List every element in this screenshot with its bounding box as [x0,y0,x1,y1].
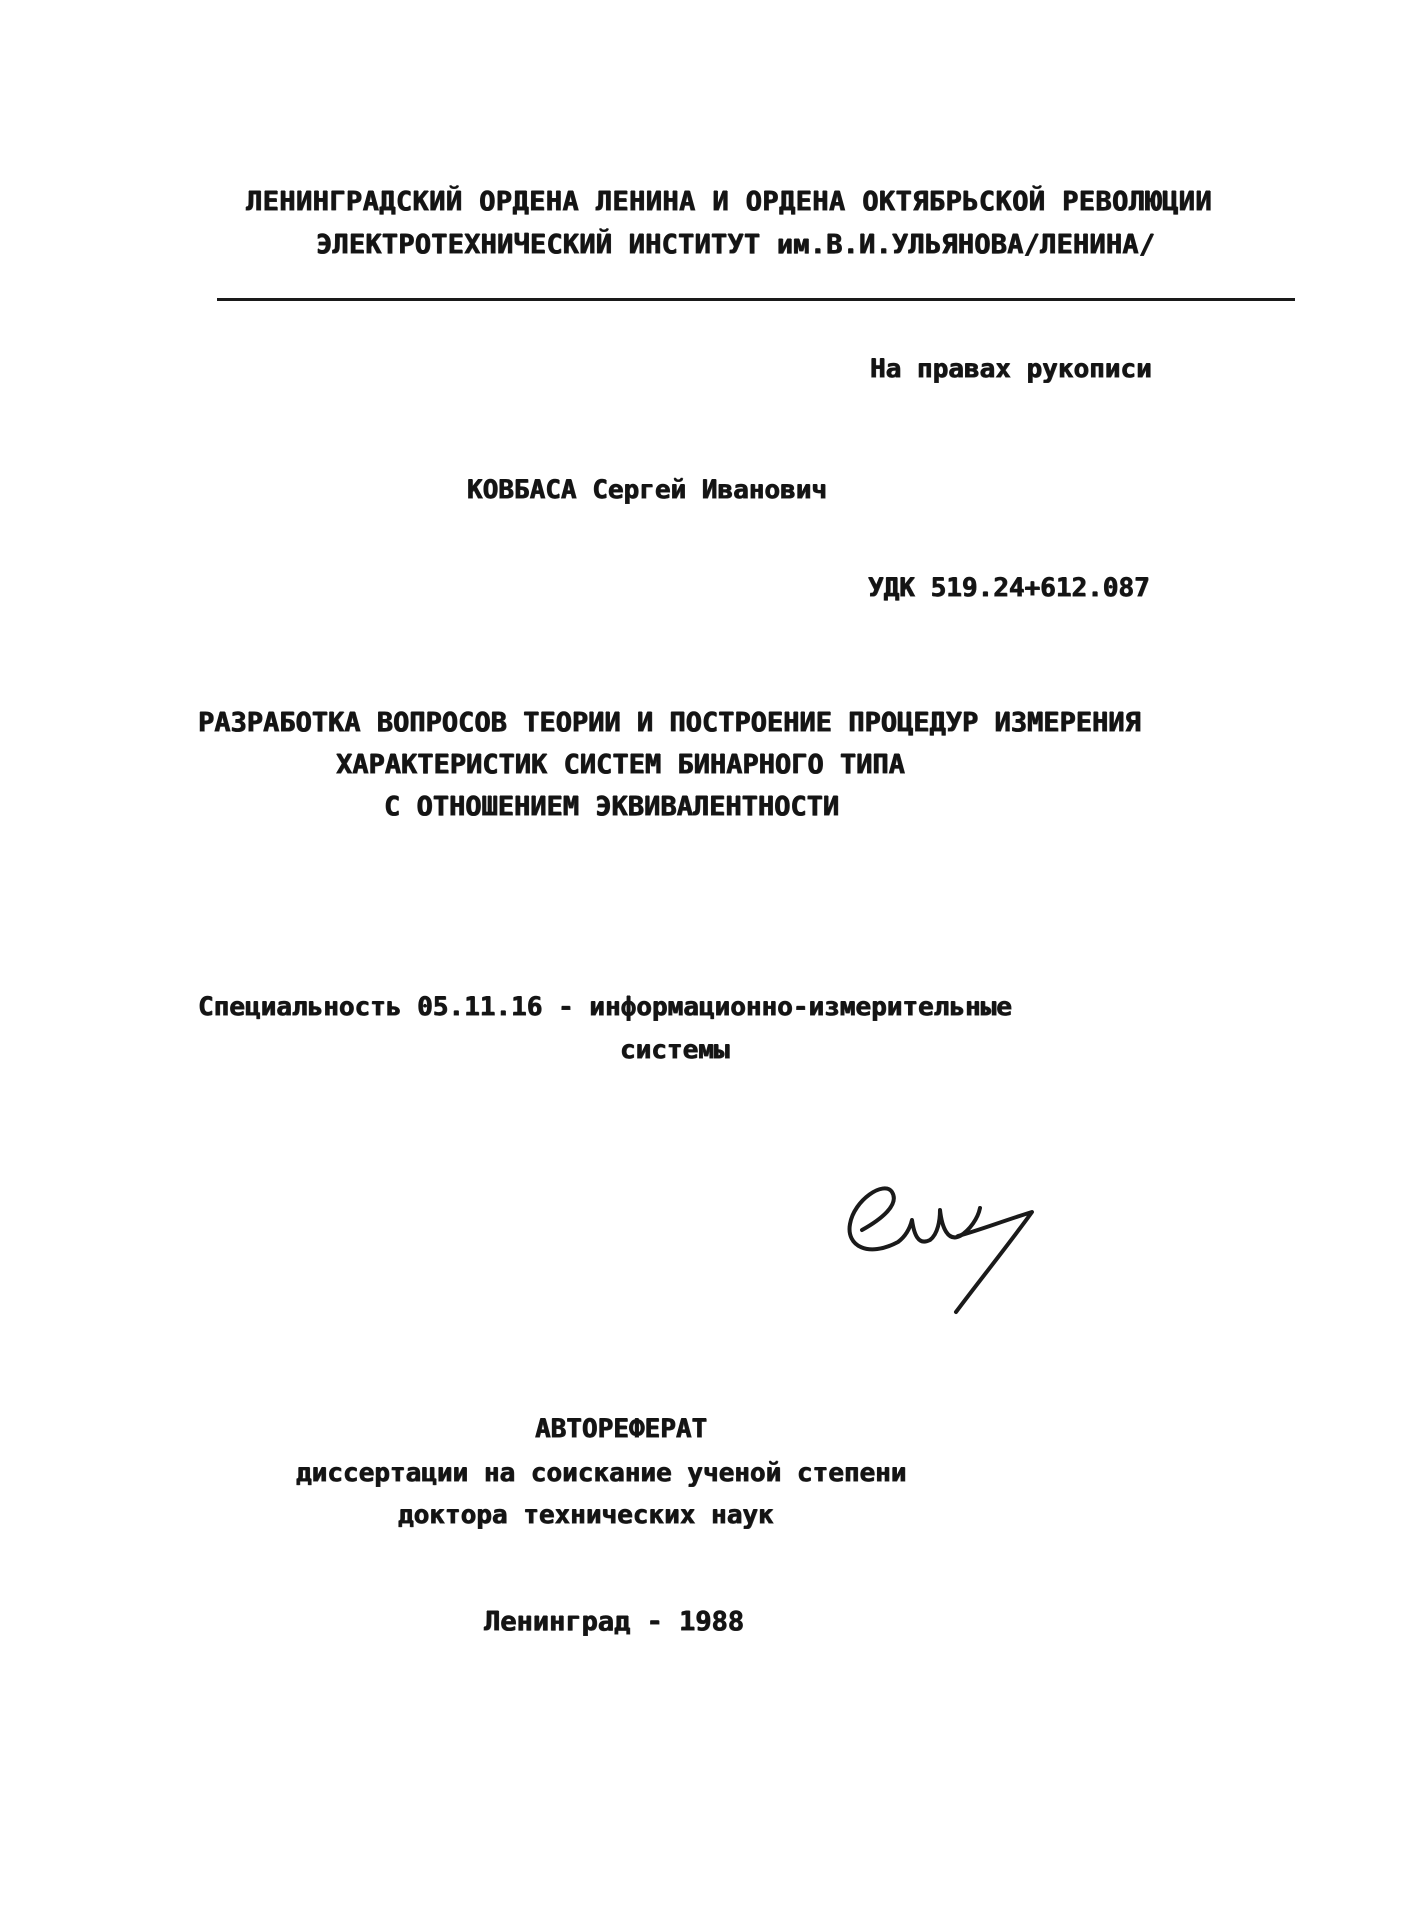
abstract-heading: АВТОРЕФЕРАТ [535,1414,708,1444]
city-year: Ленинград - 1988 [484,1606,745,1637]
rights-note: На правах рукописи [870,354,1152,384]
institution-name-line-1: ЛЕНИНГРАДСКИЙ ОРДЕНА ЛЕНИНА И ОРДЕНА ОКТЯБРЬСКОЙ РЕВОЛЮЦИИ [246,186,1213,217]
title-line-3: С ОТНОШЕНИЕМ ЭКВИВАЛЕНТНОСТИ [384,791,840,822]
handwritten-signature [840,1150,1060,1320]
signature-loop-stroke [850,1188,980,1249]
author-name: КОВБАСА Сергей Иванович [467,475,828,505]
institution-name-line-2: ЭЛЕКТРОТЕХНИЧЕСКИЙ ИНСТИТУТ им.В.И.УЛЬЯНОВА/ЛЕНИНА/ [316,229,1156,260]
title-line-1: РАЗРАБОТКА ВОПРОСОВ ТЕОРИИ И ПОСТРОЕНИЕ ПРОЦЕДУР ИЗМЕРЕНИЯ [198,707,1141,738]
specialty-line-1: Специальность 05.11.16 - информационно-измерительные [198,992,1012,1022]
signature-tail-stroke [956,1212,1032,1312]
abstract-line-2: диссертации на соискание ученой степени [296,1458,907,1488]
specialty-line-2: системы [620,1035,730,1065]
abstract-line-3: доктора технических наук [398,1500,774,1530]
header-divider [217,298,1295,301]
title-line-2: ХАРАКТЕРИСТИК СИСТЕМ БИНАРНОГО ТИПА [336,749,905,780]
udc-code: УДК 519.24+612.087 [868,573,1150,603]
